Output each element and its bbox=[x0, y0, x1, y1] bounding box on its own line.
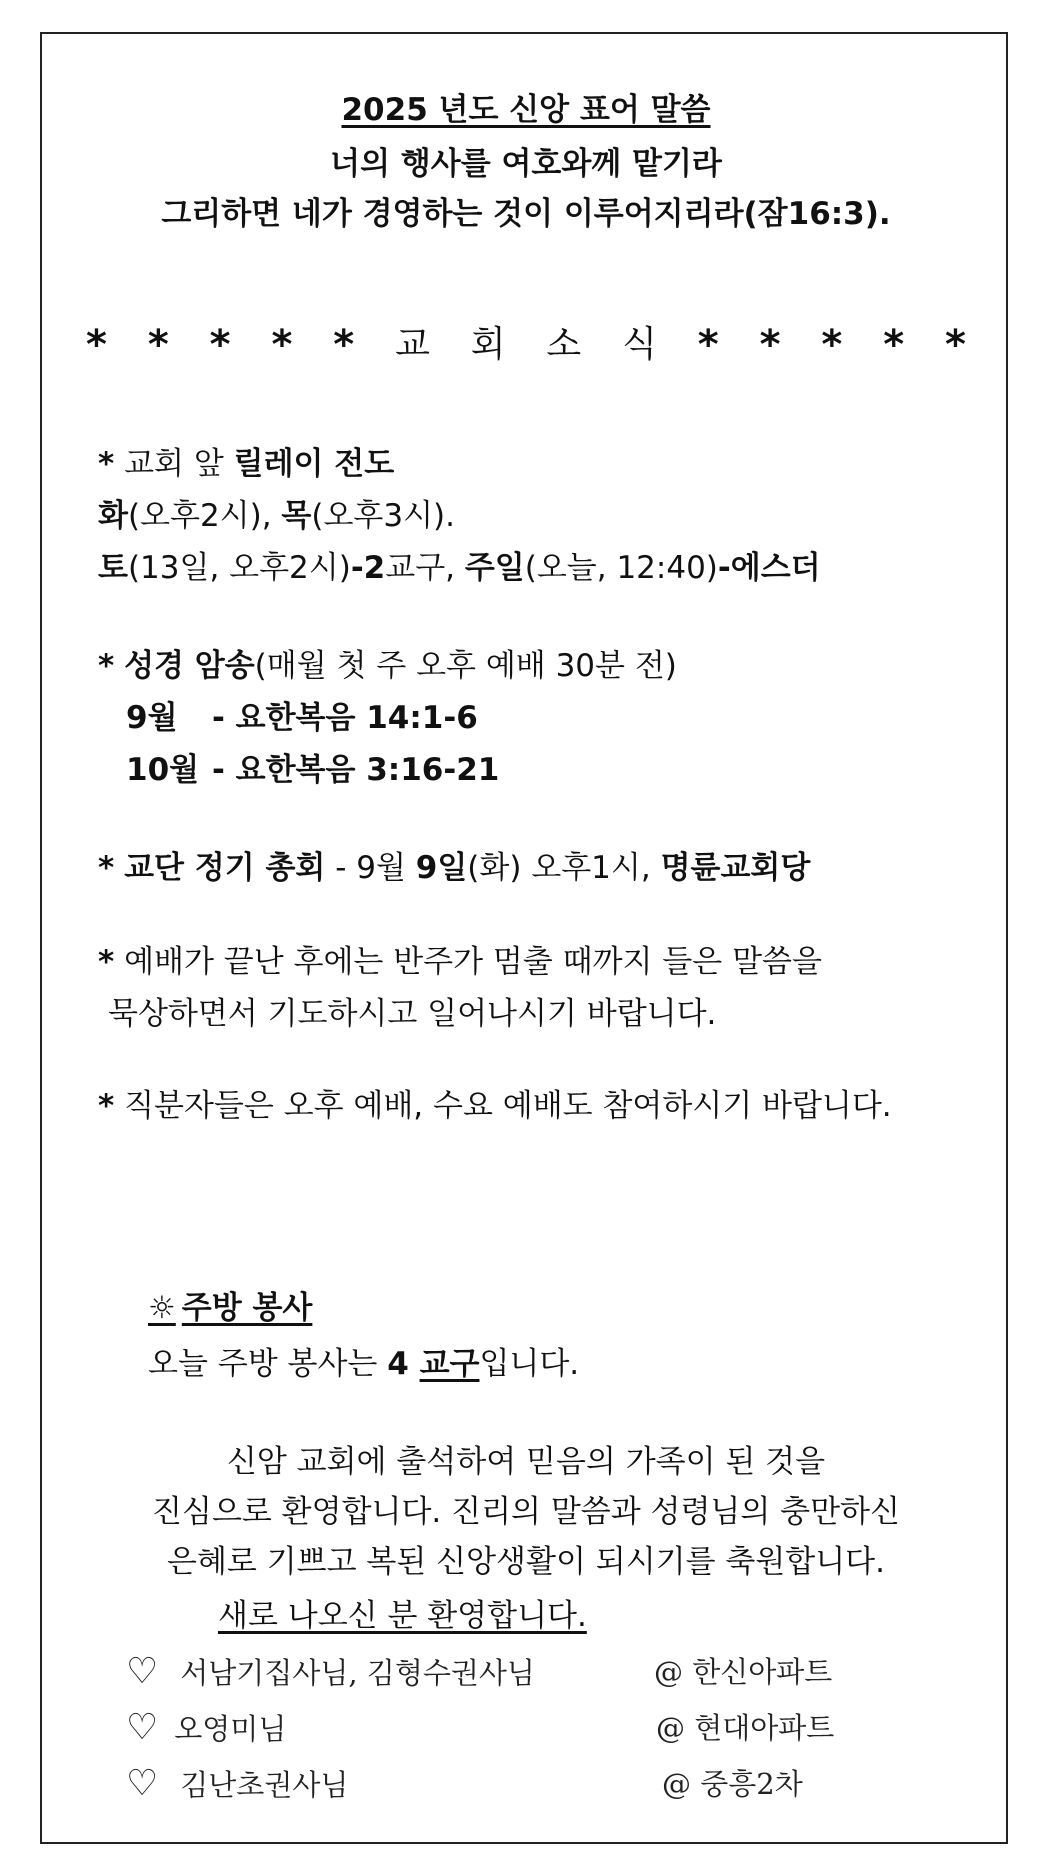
officers-note bbox=[98, 1086, 892, 1126]
newcomer-row bbox=[126, 1708, 286, 1749]
bible-month-1: 9월 bbox=[126, 700, 178, 736]
motto-line-1: 너의 행사를 여호와께 맡기라 bbox=[330, 146, 722, 182]
bible-verse-row-2 bbox=[126, 750, 499, 790]
welcome-line-3: 은혜로 기쁘고 복된 신앙생활이 되시기를 축원합니다. bbox=[167, 1544, 885, 1580]
relay-schedule-2 bbox=[98, 548, 821, 588]
bible-month-2: 10월 bbox=[126, 752, 200, 788]
newcomer-name: 서남기집사님, 김형수권사님 bbox=[180, 1656, 535, 1690]
banner-star: * bbox=[209, 322, 231, 368]
assembly-place: 명륜교회당 bbox=[660, 850, 811, 886]
bible-heading bbox=[98, 646, 677, 686]
banner-star: * bbox=[333, 322, 355, 368]
newcomer-row bbox=[126, 1764, 348, 1805]
relay-group: -에스더 bbox=[717, 550, 821, 586]
worship-note-1 bbox=[98, 942, 822, 982]
relay-title: 릴레이 전도 bbox=[233, 446, 395, 482]
bible-note: (매월 첫 주 오후 예배 30분 전) bbox=[254, 648, 677, 684]
newcomer-place: @ 현대아파트 bbox=[656, 1711, 835, 1745]
banner-star: * bbox=[86, 322, 107, 368]
assembly-bullet: * bbox=[98, 850, 115, 886]
bible-verse-row-1 bbox=[126, 698, 478, 738]
banner-star: * bbox=[945, 322, 966, 368]
motto-line-2: 그리하면 네가 경영하는 것이 이루어지리라(잠16:3). bbox=[161, 196, 891, 232]
assembly-time: (화) 오후1시, bbox=[467, 850, 661, 886]
assembly-month: - 9월 bbox=[325, 850, 416, 886]
welcome-line-2: 진심으로 환영합니다. 진리의 말씀과 성령님의 충만하신 bbox=[152, 1494, 900, 1530]
newcomer-row bbox=[126, 1652, 535, 1693]
newcomer-place: @ 중흥2차 bbox=[662, 1767, 803, 1801]
relay-day-sat: 토 bbox=[98, 550, 128, 586]
church-news-banner bbox=[86, 320, 966, 370]
banner-star: * bbox=[147, 322, 169, 368]
officers-line: 직분자들은 오후 예배, 수요 예배도 참여하시기 바랍니다. bbox=[124, 1088, 892, 1124]
assembly-date: 9일 bbox=[415, 850, 468, 886]
relay-time-sun: (오늘, 12:40) bbox=[524, 550, 718, 586]
relay-prefix: 교회 앞 bbox=[124, 446, 224, 482]
bulletin-sheet bbox=[40, 32, 1008, 1844]
worship-bullet: * bbox=[98, 944, 115, 980]
banner-char: 식 bbox=[622, 324, 657, 365]
bible-title: 성경 암송 bbox=[124, 648, 255, 684]
heart-icon: ♡ bbox=[126, 1651, 159, 1692]
newcomer-heading: 새로 나오신 분 환영합니다. bbox=[218, 1598, 587, 1634]
relay-day-tue: 화 bbox=[98, 498, 128, 534]
newcomer-place: @ 한신아파트 bbox=[654, 1655, 833, 1689]
relay-time-thu: (오후3시). bbox=[311, 498, 455, 534]
assembly-notice bbox=[98, 848, 810, 888]
welcome-line-1: 신암 교회에 출석하여 믿음의 가족이 된 것을 bbox=[226, 1444, 826, 1480]
heart-icon: ♡ bbox=[126, 1763, 159, 1804]
relay-district: 교구, bbox=[385, 550, 465, 586]
kitchen-text-d: 입니다. bbox=[479, 1346, 580, 1382]
kitchen-text bbox=[148, 1344, 579, 1384]
relay-time-tue: (오후2시), bbox=[127, 498, 282, 534]
bible-bullet: * bbox=[98, 648, 115, 684]
newcomer-name: 오영미님 bbox=[174, 1712, 287, 1746]
bible-verse-2: - 요한복음 3:16-21 bbox=[212, 752, 500, 788]
relay-bullet: * bbox=[98, 446, 115, 482]
banner-star: * bbox=[759, 322, 781, 368]
kitchen-text-a: 오늘 주방 봉사는 bbox=[148, 1346, 388, 1382]
kitchen-heading bbox=[148, 1288, 312, 1328]
kitchen-title: 주방 봉사 bbox=[181, 1290, 313, 1326]
officers-bullet: * bbox=[98, 1088, 115, 1124]
motto-title: 2025 년도 신앙 표어 말씀 bbox=[341, 92, 711, 128]
bible-verse-1: - 요한복음 14:1-6 bbox=[212, 700, 478, 736]
relay-time-sat: (13일, 오후2시) bbox=[127, 550, 351, 586]
newcomer-name: 김난초권사님 bbox=[180, 1768, 349, 1802]
worship-line-1: 예배가 끝난 후에는 반주가 멈출 때까지 들은 말씀을 bbox=[124, 944, 822, 980]
banner-char: 회 bbox=[470, 324, 506, 365]
assembly-title: 교단 정기 총회 bbox=[124, 850, 326, 886]
kitchen-district: 교구 bbox=[419, 1346, 480, 1382]
heart-icon: ♡ bbox=[126, 1707, 159, 1748]
relay-day-sun: 주일 bbox=[464, 550, 525, 586]
banner-char: 소 bbox=[546, 324, 582, 365]
relay-district-num: -2 bbox=[350, 550, 386, 586]
relay-schedule-1 bbox=[98, 496, 455, 536]
banner-star: * bbox=[697, 322, 719, 368]
banner-star: * bbox=[821, 322, 843, 368]
banner-star: * bbox=[271, 322, 293, 368]
sun-icon: ☼ bbox=[148, 1290, 176, 1326]
banner-char: 교 bbox=[395, 324, 430, 365]
banner-star: * bbox=[883, 322, 905, 368]
relay-day-thu: 목 bbox=[281, 498, 312, 534]
relay-heading bbox=[98, 444, 394, 484]
worship-line-2: 묵상하면서 기도하시고 일어나시기 바랍니다. bbox=[108, 996, 717, 1032]
kitchen-district-num: 4 bbox=[387, 1346, 420, 1382]
